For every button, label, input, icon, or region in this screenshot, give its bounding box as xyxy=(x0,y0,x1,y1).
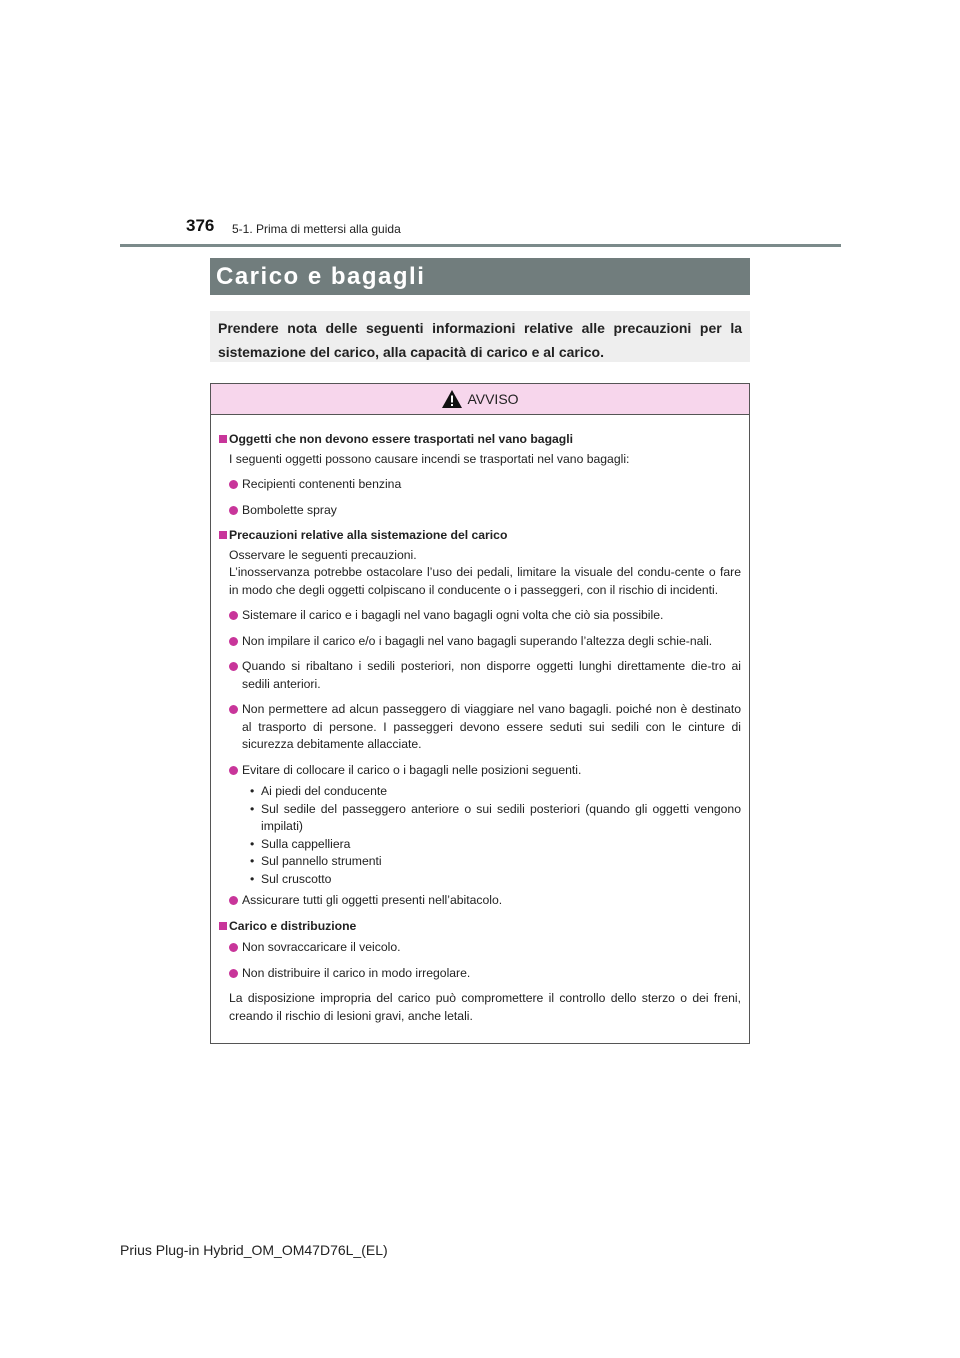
sub-heading: Carico e distribuzione xyxy=(219,918,741,936)
bullet-item: Bombolette spray xyxy=(219,502,741,520)
bullet-dot-icon xyxy=(229,480,238,489)
bullet-dot-icon xyxy=(229,662,238,671)
position-item: • Ai piedi del conducente xyxy=(250,784,388,798)
bullet-dot-icon xyxy=(229,766,238,775)
intro-box: Prendere nota delle seguenti informazioni relative alle precauzioni per la sistemazione del carico, alla capacità di carico e al carico. xyxy=(210,311,750,362)
bullet-item: Evitare di collocare il carico o i bagagli nelle posizioni seguenti. xyxy=(219,762,741,780)
square-marker-icon xyxy=(219,435,227,443)
bullet-item: Non impilare il carico e/o i bagagli nel vano bagagli superando l’altezza degli schie-nali. xyxy=(219,633,741,651)
position-item: • Sul pannello strumenti xyxy=(250,854,382,868)
bullet-item: Recipienti contenenti benzina xyxy=(219,476,741,494)
warning-title: AVVISO xyxy=(467,391,519,407)
warning-box xyxy=(210,383,750,1044)
bullet-dot-icon xyxy=(229,611,238,620)
position-item: • Sul sedile del passeggero anteriore o sui sedili posteriori (quando gli oggetti vengono impilati) xyxy=(250,801,741,833)
bullet-item: Assicurare tutti gli oggetti presenti nell’abitacolo. xyxy=(219,892,741,910)
bullet-dot-icon xyxy=(229,637,238,646)
paragraph: La disposizione impropria del carico può compromettere il controllo dello sterzo o dei freni, creando il rischio di lesioni gravi, anche letali. xyxy=(229,991,741,1023)
square-marker-icon xyxy=(219,922,227,930)
bullet-item: Non permettere ad alcun passeggero di viaggiare nel vano bagagli. poiché non è destinato al trasporto di persone. I passeggeri devono essere seduti sui sedili con le cinture di sicurezza debitamente allacciate. xyxy=(219,701,741,754)
sub-heading: Oggetti che non devono essere trasportati nel vano bagagli xyxy=(219,431,741,449)
section-label: 5-1. Prima di mettersi alla guida xyxy=(232,222,401,236)
paragraph: L’inosservanza potrebbe ostacolare l’uso dei pedali, limitare la visuale del condu-cente o fare in modo che degli oggetti colpiscano il conducente o i passeggeri, con il rischio di incidenti. xyxy=(229,565,741,597)
bullet-dot-icon xyxy=(229,896,238,905)
page-number: 376 xyxy=(186,216,215,235)
bullet-dot-icon xyxy=(229,705,238,714)
bullet-item: Non distribuire il carico in modo irregolare. xyxy=(219,965,741,983)
footer-doc-id: Prius Plug-in Hybrid_OM_OM47D76L_(EL) xyxy=(120,1242,388,1258)
position-item: • Sulla cappelliera xyxy=(250,836,351,851)
sub-heading: Precauzioni relative alla sistemazione del carico xyxy=(219,527,741,545)
title-bar xyxy=(210,258,750,295)
warning-header xyxy=(211,384,749,415)
paragraph: Osservare le seguenti precauzioni. xyxy=(229,547,417,562)
warning-triangle-icon xyxy=(441,389,463,409)
bullet-dot-icon xyxy=(229,506,238,515)
bullet-dot-icon xyxy=(229,969,238,978)
paragraph: I seguenti oggetti possono causare incendi se trasportati nel vano bagagli: xyxy=(229,451,630,466)
square-marker-icon xyxy=(219,531,227,539)
bullet-dot-icon xyxy=(229,943,238,952)
page-title: Carico e bagagli xyxy=(216,262,426,290)
warning-body xyxy=(211,415,749,1025)
bullet-item: Sistemare il carico e i bagagli nel vano bagagli ogni volta che ciò sia possibile. xyxy=(219,607,741,625)
bullet-item: Non sovraccaricare il veicolo. xyxy=(219,939,741,957)
bullet-item: Quando si ribaltano i sedili posteriori, non disporre oggetti lunghi direttamente die-tro ai sedili anteriori. xyxy=(219,658,741,693)
header-rule xyxy=(120,244,841,247)
position-item: • Sul cruscotto xyxy=(250,871,332,886)
